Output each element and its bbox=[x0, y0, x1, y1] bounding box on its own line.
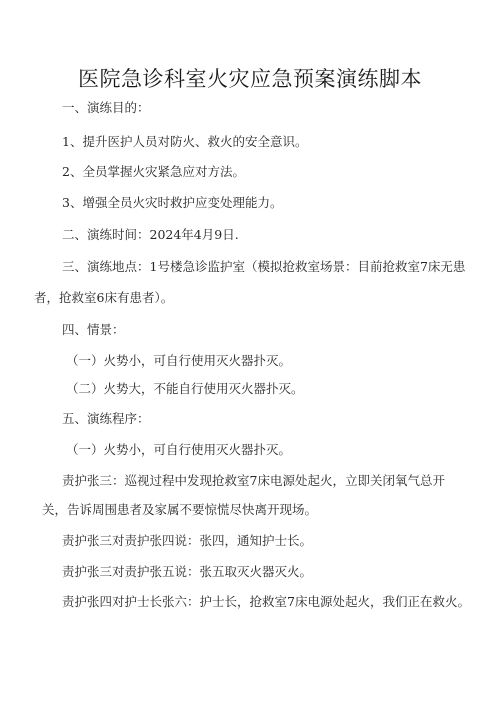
paragraph-line: 3、增强全员火灾时救护应变处理能力。 bbox=[62, 195, 283, 210]
paragraph-line: （一）火势小，可自行使用灭火器扑灭。 bbox=[66, 353, 292, 368]
paragraph-line: 责护张四对护士长张六：护士长，抢救室7床电源处起火，我们正在救火。 bbox=[62, 594, 470, 609]
section-heading-scenario: 四、情景： bbox=[62, 322, 125, 337]
paragraph-line: 关，告诉周围患者及家属不要惊慌尽快离开现场。 bbox=[42, 502, 318, 517]
paragraph-line: 者，抢救室6床有患者）。 bbox=[34, 290, 174, 305]
paragraph-line: 责护张三对责护张五说：张五取灭火器灭火。 bbox=[62, 564, 313, 579]
section-heading-time: 二、演练时间：2024年4月9日. bbox=[62, 227, 239, 242]
paragraph-line: 责护张三：巡视过程中发现抢救室7床电源处起火，立即关闭氧气总开 bbox=[62, 473, 445, 488]
section-heading-location: 三、演练地点：1号楼急诊监护室（模拟抢救室场景：目前抢救室7床无患 bbox=[62, 259, 466, 274]
paragraph-line: （二）火势大，不能自行使用灭火器扑灭。 bbox=[66, 381, 304, 396]
paragraph-line: 2、全员掌握火灾紧急应对方法。 bbox=[62, 164, 245, 179]
section-heading-purpose: 一、演练目的： bbox=[62, 100, 150, 115]
paragraph-line: 责护张三对责护张四说：张四，通知护士长。 bbox=[62, 533, 313, 548]
paragraph-line: （一）火势小，可自行使用灭火器扑灭。 bbox=[66, 442, 292, 457]
paragraph-line: 1、提升医护人员对防火、救火的安全意识。 bbox=[62, 134, 308, 149]
section-heading-procedure: 五、演练程序： bbox=[62, 411, 150, 426]
document-title: 医院急诊科室火灾应急预案演练脚本 bbox=[78, 67, 422, 91]
